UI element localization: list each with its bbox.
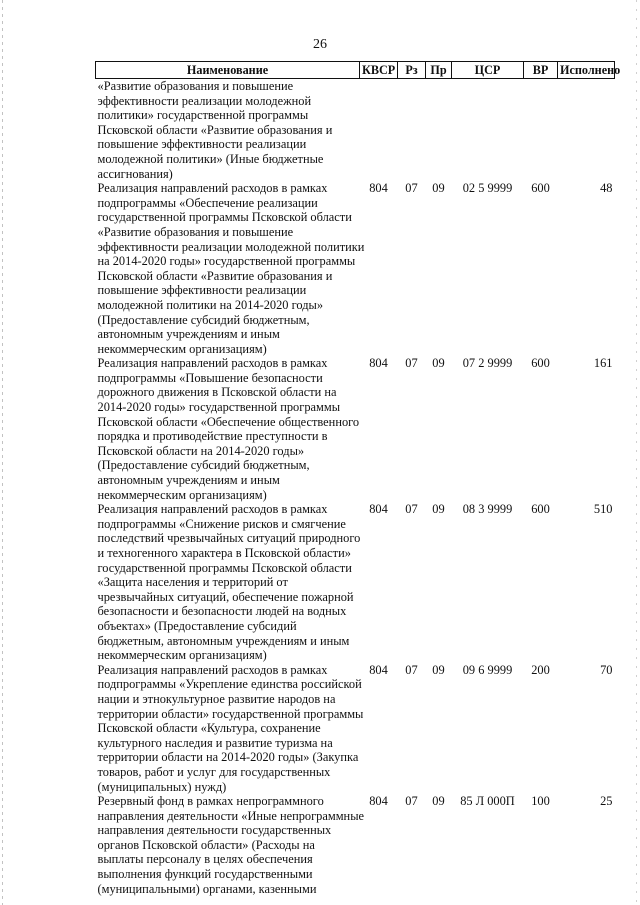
row-name-line: подпрограммы «Снижение рисков и смягчение	[97, 516, 346, 531]
row-kvsr: 804	[369, 502, 388, 517]
row-rz: 07	[405, 181, 418, 196]
row-name-line: некоммерческим организациям)	[97, 487, 267, 502]
row-done: 510	[593, 502, 613, 517]
row-rz: 07	[405, 794, 418, 809]
row-done: 25	[600, 794, 613, 809]
row-pr: 09	[432, 181, 445, 196]
row-vr: 600	[531, 502, 550, 517]
row-name-line: нации и этнокультурное развитие народов на	[97, 691, 336, 706]
row-name-line: Реализация направлений расходов в рамках	[97, 662, 328, 677]
row-name-line: направления деятельности государственных	[97, 823, 332, 838]
table-body	[96, 79, 615, 897]
row-name-line: государственной программы Псковской области	[97, 560, 352, 575]
scan-edge-right	[636, 0, 637, 905]
row-pr: 09	[432, 356, 445, 371]
row-name-line: эффективности реализации молодежной политики	[97, 239, 365, 254]
row-name	[96, 356, 360, 502]
row-name-line: Реализация направлений расходов в рамках	[97, 502, 328, 517]
row-name-line: дорожного движения в Псковской области на	[97, 385, 337, 400]
row-name-line: Резервный фонд в рамках непрограммного	[97, 794, 324, 809]
row-pr	[426, 79, 452, 182]
row-name-line: территории области» государственной программы	[97, 706, 364, 721]
scan-edge-left	[2, 0, 3, 905]
row-vr: 200	[531, 662, 550, 677]
row-pr: 09	[432, 794, 445, 809]
row-name-line: (муниципальными) органами, казенными	[97, 881, 317, 896]
row-name-line: автономным учреждениям и иным	[97, 473, 280, 488]
row-name-line: направления деятельности «Иные непрограммные	[97, 808, 365, 823]
row-name-line: Псковской области «Развитие образования и	[97, 122, 333, 137]
row-name-line: территории области на 2014-2020 годы» (Закупка	[97, 750, 359, 765]
row-name-line: «Развитие образования и повышение	[97, 224, 294, 239]
row-vr: 100	[531, 794, 550, 809]
row-name-line: (Предоставление субсидий бюджетным,	[97, 458, 310, 473]
row-name-line: Псковской области «Культура, сохранение	[97, 721, 321, 736]
row-name-line: Псковской области «Обеспечение общественного	[97, 414, 360, 429]
row-name-line: органов Псковской области» (Расходы на	[97, 837, 315, 852]
row-name-line: повышение эффективности реализации	[97, 283, 307, 298]
row-name-line: «Развитие образования и повышение	[97, 79, 294, 93]
row-csr: 02 5 9999	[462, 181, 513, 196]
row-name	[96, 794, 365, 896]
row-name	[96, 662, 364, 794]
row-name-line: (Предоставление субсидий бюджетным,	[97, 312, 310, 327]
row-kvsr: 804	[369, 181, 388, 196]
row-name-line: на 2014-2020 годы» государственной программы	[97, 254, 356, 269]
header-pr: Пр	[426, 62, 452, 79]
row-rz	[398, 79, 426, 182]
row-vr	[524, 79, 558, 182]
row-csr: 08 3 9999	[462, 502, 513, 517]
row-name-line: политики» государственной программы	[97, 108, 309, 123]
row-done	[558, 79, 615, 182]
table-row	[96, 79, 615, 182]
row-kvsr: 804	[369, 356, 388, 371]
row-csr: 07 2 9999	[462, 356, 513, 371]
row-name-line: последствий чрезвычайных ситуаций природного	[97, 531, 361, 546]
row-name-line: некоммерческим организациям)	[97, 648, 267, 663]
row-name-line: некоммерческим организациям)	[97, 341, 267, 356]
row-rz: 07	[405, 502, 418, 517]
row-name-line: товаров, работ и услуг для государственных	[97, 764, 331, 779]
header-vr: ВР	[524, 62, 558, 79]
header-done: Исполнено	[558, 62, 615, 79]
row-name-line: и техногенного характера в Псковской области»	[97, 546, 351, 560]
page-number: 26	[313, 37, 327, 52]
table-row	[96, 502, 615, 663]
row-csr	[452, 79, 524, 182]
row-done: 48	[600, 181, 613, 196]
row-name-line: Псковской области «Развитие образования и	[97, 268, 333, 283]
table-row	[96, 356, 615, 502]
row-name-line: порядка и противодействие преступности в	[97, 429, 328, 444]
row-name-line: автономным учреждениям и иным	[97, 327, 280, 342]
row-csr: 09 6 9999	[462, 662, 513, 677]
header-row	[96, 62, 615, 79]
header-kvsr: КВСР	[360, 62, 398, 79]
row-pr: 09	[432, 662, 445, 677]
header-csr: ЦСР	[452, 62, 524, 79]
row-vr: 600	[531, 356, 550, 371]
row-csr: 85 Л 000П	[460, 794, 515, 809]
table-row	[96, 663, 615, 794]
row-name-line: чрезвычайных ситуаций, обеспечение пожарной	[97, 589, 354, 604]
row-name-line: безопасности и безопасности людей на водных	[97, 604, 347, 619]
row-name-line: (муниципальных) нужд)	[97, 779, 227, 794]
row-pr: 09	[432, 502, 445, 517]
row-name-line: подпрограммы «Повышение безопасности	[97, 370, 323, 385]
row-name-line: «Защита населения и территорий от	[97, 575, 288, 590]
row-name-line: ассигнования)	[97, 166, 173, 181]
table-row	[96, 794, 615, 896]
row-name-line: государственной программы Псковской области	[97, 210, 352, 225]
row-name-line: Псковской области на 2014-2020 годы»	[97, 443, 305, 458]
row-kvsr: 804	[369, 794, 388, 809]
row-name-line: повышение эффективности реализации	[97, 137, 307, 152]
row-name-line: Реализация направлений расходов в рамках	[97, 356, 328, 371]
row-name-line: выполнения функций государственными	[97, 867, 313, 882]
row-name-line: бюджетным, автономным учреждениям и иным	[97, 633, 350, 648]
row-kvsr	[360, 79, 398, 182]
row-done: 70	[600, 662, 613, 677]
row-done: 161	[593, 356, 613, 371]
row-name-line: подпрограммы «Укрепление единства российской	[97, 677, 362, 692]
row-kvsr: 804	[369, 662, 388, 677]
row-name-line: Реализация направлений расходов в рамках	[97, 181, 328, 196]
row-name-line: 2014-2020 годы» государственной программы	[97, 400, 341, 415]
row-name-line: объектах» (Предоставление субсидий	[97, 618, 297, 633]
header-name: Наименование	[96, 62, 360, 79]
row-name	[96, 79, 360, 182]
row-name-line: эффективности реализации молодежной	[97, 93, 312, 108]
row-rz: 07	[405, 662, 418, 677]
table-row	[96, 181, 615, 356]
row-name-line: выплаты персоналу в целях обеспечения	[97, 852, 313, 867]
row-name-line: культурного наследия и развитие туризма на	[97, 735, 333, 750]
row-name	[96, 181, 365, 356]
row-vr: 600	[531, 181, 550, 196]
row-rz: 07	[405, 356, 418, 371]
row-name	[96, 502, 360, 663]
row-name-line: молодежной политики» (Иные бюджетные	[97, 151, 324, 166]
row-name-line: подпрограммы «Обеспечение реализации	[97, 195, 318, 210]
table-header	[96, 62, 621, 79]
row-name-line: молодежной политики на 2014-2020 годы»	[97, 297, 324, 312]
budget-table	[95, 61, 621, 896]
header-rz: Рз	[398, 62, 426, 79]
